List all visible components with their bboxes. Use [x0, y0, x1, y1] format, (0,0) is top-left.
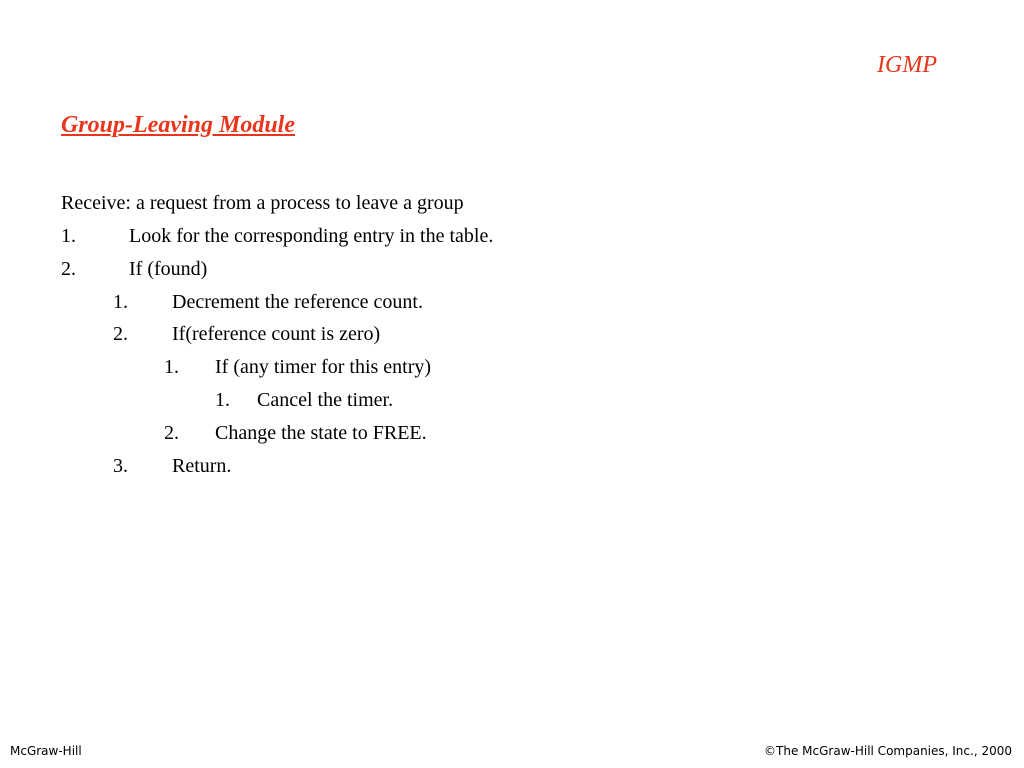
- substep-text: If(reference count is zero): [172, 323, 381, 345]
- substep-text: Decrement the reference count.: [172, 291, 423, 313]
- substep-number: 3.: [113, 455, 128, 477]
- subsubstep-number: 2.: [164, 422, 179, 444]
- page-title: Group-Leaving Module: [61, 112, 295, 138]
- substep-number: 2.: [113, 323, 128, 345]
- topic-title: IGMP: [877, 52, 937, 78]
- substep-text: Return.: [172, 455, 232, 477]
- receive-line: Receive: a request from a process to leave a group: [61, 192, 464, 214]
- level4-number: 1.: [215, 389, 230, 411]
- step-text: If (found): [129, 258, 208, 280]
- step-number: 1.: [61, 225, 76, 247]
- subsubstep-number: 1.: [164, 356, 179, 378]
- step-text: Look for the corresponding entry in the table.: [129, 225, 494, 247]
- footer-publisher: McGraw-Hill: [10, 744, 82, 758]
- step-number: 2.: [61, 258, 76, 280]
- level4-text: Cancel the timer.: [257, 389, 394, 411]
- subsubstep-text: Change the state to FREE.: [215, 422, 427, 444]
- footer-copyright: ©The McGraw-Hill Companies, Inc., 2000: [764, 744, 1012, 758]
- subsubstep-text: If (any timer for this entry): [215, 356, 432, 378]
- substep-number: 1.: [113, 291, 128, 313]
